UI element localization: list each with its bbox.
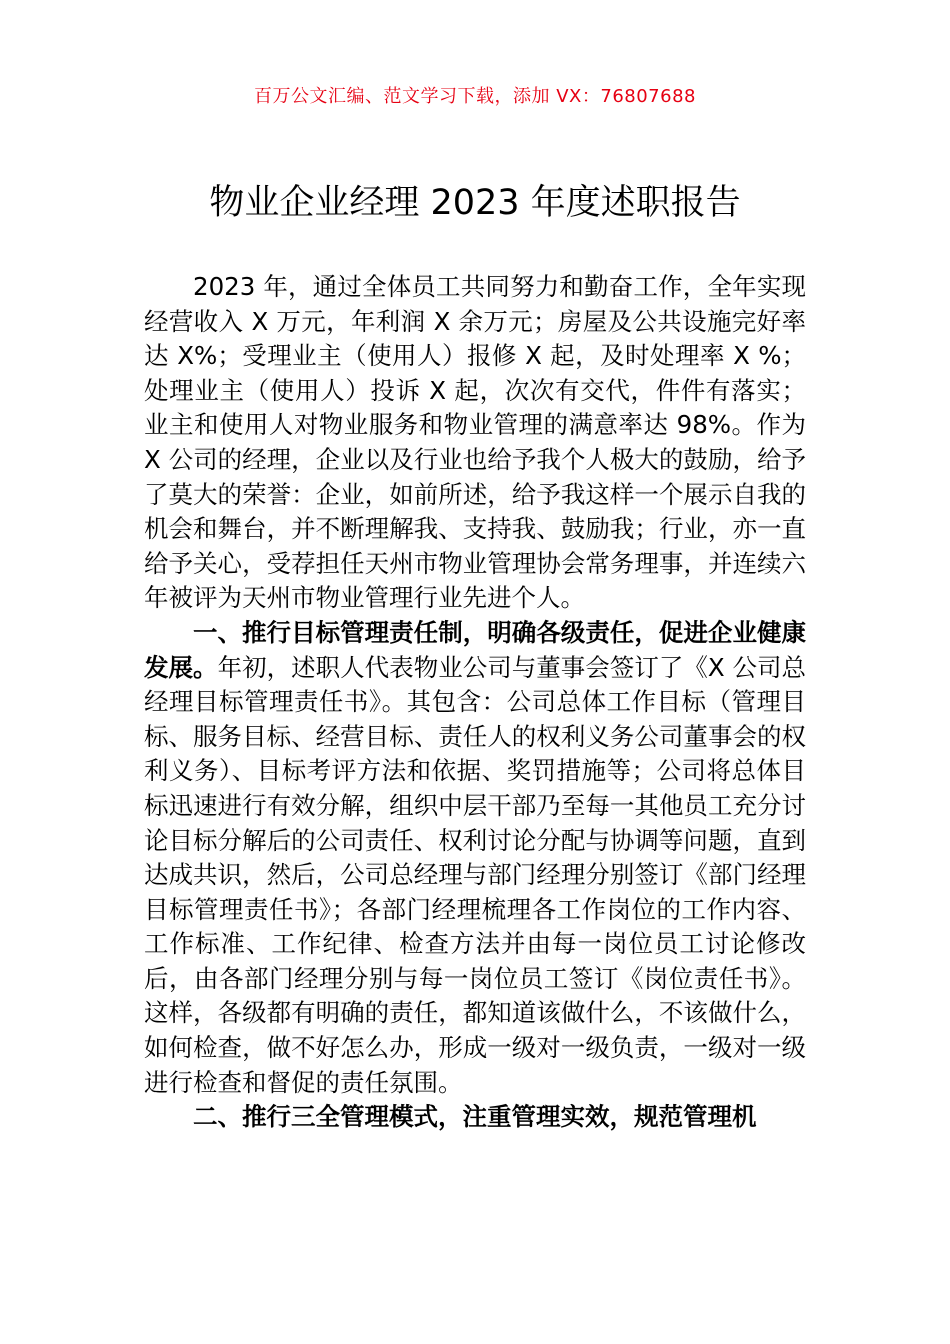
paragraph-intro	[144, 270, 806, 616]
paragraph-text: 年初，述职人代表物业公司与董事会签订了《X 公司总经理目标管理责任书》。其包含：公司总体工作目标（管理目标、服务目标、经营目标、责任人的权利义务公司董事会的权利义务）、目标考评方法和依据、奖罚措施等；公司将总体目标迅速进行有效分解，组织中层干部乃至每一其他员工充分讨论目标分解后的公司责任、权利讨论分配与协调等问题，直到达成共识，然后，公司总经理与部门经理分别签订《部门经理目标管理责任书》；各部门经理梳理各工作岗位的工作内容、工作标准、工作纪律、检查方法并由每一岗位员工讨论修改后，由各部门经理分别与每一岗位员工签订《岗位责任书》。这样，各级都有明确的责任，都知道该做什么，不该做什么，如何检查，做不好怎么办，形成一级对一级负责，一级对一级进行检查和督促的责任氛围。	[144, 652, 807, 1097]
document-title: 物业企业经理 2023 年度述职报告	[209, 183, 741, 223]
section-heading: 二、推行三全管理模式，注重管理实效，规范管理机	[193, 1102, 757, 1132]
paragraph-section-1	[144, 616, 806, 1100]
document-body	[144, 270, 806, 1135]
section-heading: 一、推行目标管理责任制，明确各级责任，促进企业健康发展。	[144, 617, 806, 682]
header-note: 百万公文汇编、范文学习下载，添加 VX：76807688	[254, 86, 696, 107]
paragraph-text: 2023 年，通过全体员工共同努力和勤奋工作，全年实现经营收入 X 万元，年利润 X 余万元；房屋及公共设施完好率达 X%；受理业主（使用人）报修 X 起，及时处理率 X %；处理业主（使用人）投诉 X 起，次次有交代，件件有落实；业主和使用人对物业服务和物业管理的满意率达 98%。作为 X 公司的经理，企业以及行业也给予我个人极大的鼓励，给予了莫大的荣誉：企业，如前所述，给予我这样一个展示自我的机会和舞台，并不断理解我、支持我、鼓励我；行业，亦一直给予关心，受荐担任天州市物业管理协会常务理事，并连续六年被评为天州市物业管理行业先进个人。	[144, 272, 806, 613]
paragraph-section-2	[144, 1100, 806, 1135]
